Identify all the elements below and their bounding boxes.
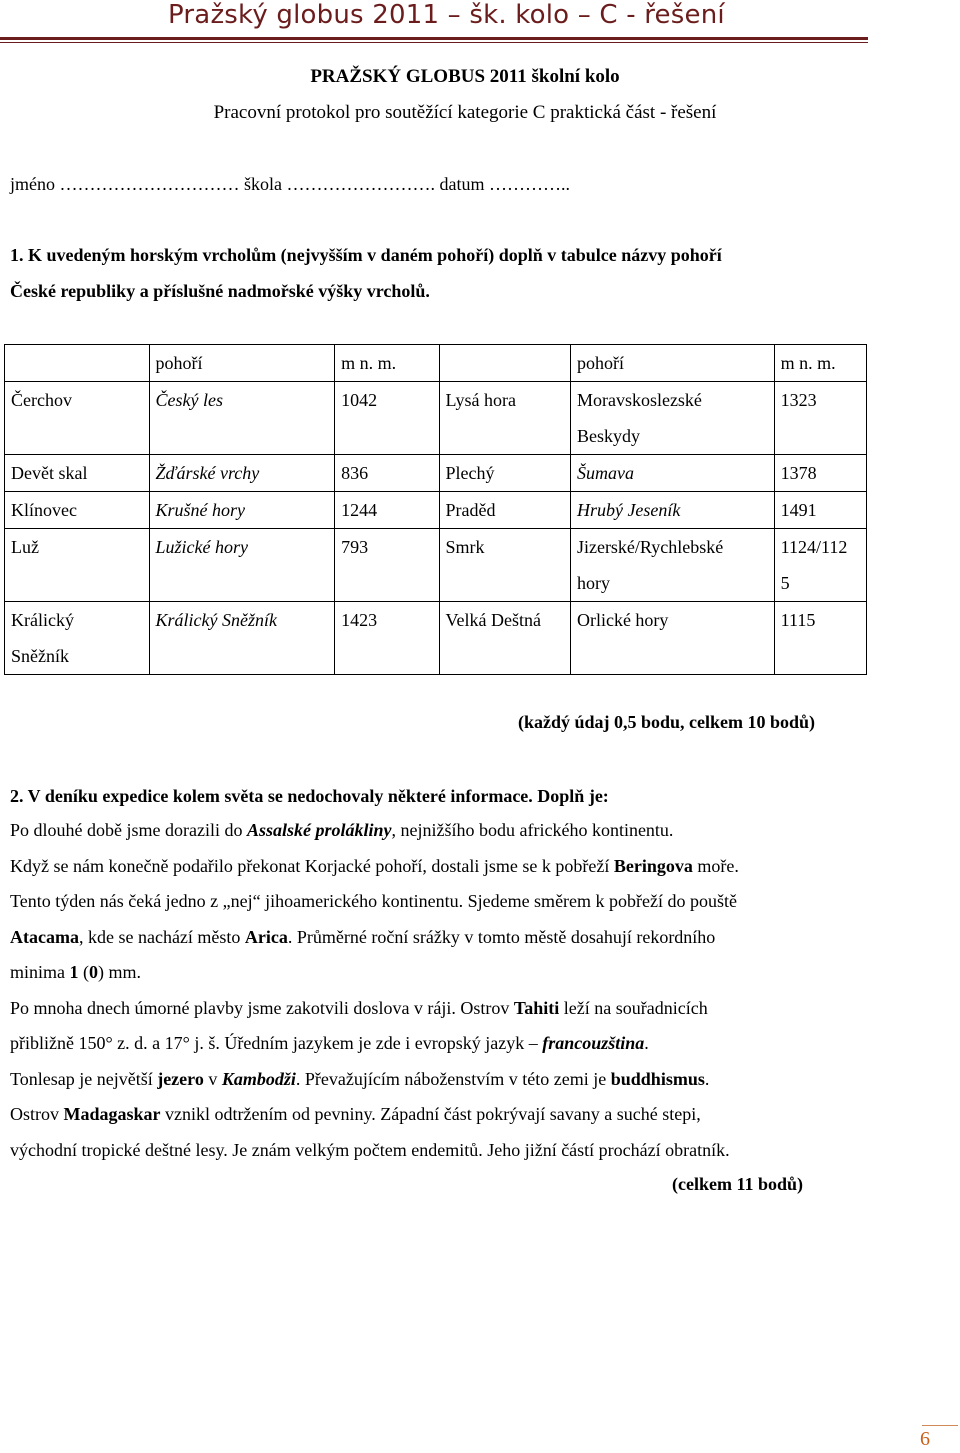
- table-cell: 793: [335, 529, 439, 602]
- table-cell: Čerchov: [5, 382, 150, 455]
- table-cell: Český les: [149, 382, 335, 455]
- table-row: [5, 492, 867, 529]
- table-cell: Králický Sněžník: [5, 602, 150, 675]
- table-cell: Velká Deštná: [439, 602, 570, 675]
- table-cell: 836: [335, 455, 439, 492]
- table-cell: 1423: [335, 602, 439, 675]
- document-subtitle: Pracovní protokol pro soutěžící kategorie C praktická část - řešení: [213, 102, 717, 123]
- header-rule-thin: [0, 42, 868, 43]
- table-cell: Praděd: [439, 492, 570, 529]
- task2-paragraph: přibližně 150° z. d. a 17° j. š. Úředním jazykem je zde i evropský jazyk – francouzština.: [10, 1033, 649, 1053]
- task2-paragraph: východní tropické deštné lesy. Je znám velkým počtem endemitů. Jeho jižní částí prochází obratník.: [10, 1140, 730, 1160]
- table-header-cell: m n. m.: [774, 345, 866, 382]
- table-cell: Orlické hory: [570, 602, 774, 675]
- task2-paragraph: Ostrov Madagaskar vznikl odtržením od pevniny. Západní část pokrývají savany a suché stepi,: [10, 1104, 701, 1124]
- table-header-cell: pohoří: [570, 345, 774, 382]
- table-cell: Smrk: [439, 529, 570, 602]
- table-cell: 1491: [774, 492, 866, 529]
- table-cell: Šumava: [570, 455, 774, 492]
- table-cell: Moravskoslezské Beskydy: [570, 382, 774, 455]
- task2-paragraph: Když se nám konečně podařilo překonat Korjacké pohoří, dostali jsme se k pobřeží Beringova moře.: [10, 856, 739, 876]
- table-header-cell: [5, 345, 150, 382]
- table-cell: Luž: [5, 529, 150, 602]
- table-header-row: [5, 345, 867, 382]
- table-cell: Lysá hora: [439, 382, 570, 455]
- task2-paragraph: Tento týden nás čeká jedno z „nej“ jihoamerického kontinentu. Sjedeme směrem k pobřeží do pouště: [10, 891, 738, 911]
- table-cell: 1244: [335, 492, 439, 529]
- table-cell: 1042: [335, 382, 439, 455]
- table-header-cell: m n. m.: [335, 345, 439, 382]
- table-cell: 1115: [774, 602, 866, 675]
- table-cell: Devět skal: [5, 455, 150, 492]
- name-school-date-fields: jméno ………………………… škola ……………………. datum …………..: [10, 174, 570, 194]
- task2-paragraph: Atacama, kde se nachází město Arica. Průměrné roční srážky v tomto městě dosahují rekordního: [10, 927, 716, 947]
- page-number: 6: [920, 1428, 930, 1450]
- table-cell: Jizerské/Rychlebské hory: [570, 529, 774, 602]
- page-number-rule: [922, 1425, 958, 1426]
- table-cell: Krušné hory: [149, 492, 335, 529]
- task2-paragraph: Po dlouhé době jsme dorazili do Assalské prolákliny, nejnižšího bodu afrického kontinentu.: [10, 820, 674, 840]
- task2-heading: 2. V deníku expedice kolem světa se nedochovaly některé informace. Doplň je:: [10, 786, 609, 806]
- task2-paragraph: minima 1 (0) mm.: [10, 962, 141, 982]
- task1-instruction-line1: 1. K uvedeným horským vrcholům (nejvyšším v daném pohoří) doplň v tabulce názvy pohoří: [10, 245, 722, 265]
- page-header-title: Pražský globus 2011 – šk. kolo – C - řešení: [168, 0, 725, 30]
- table-cell: Plechý: [439, 455, 570, 492]
- table-cell: Žďárské vrchy: [149, 455, 335, 492]
- table-cell: Lužické hory: [149, 529, 335, 602]
- table-row: [5, 455, 867, 492]
- table-cell: Králický Sněžník: [149, 602, 335, 675]
- table-header-cell: [439, 345, 570, 382]
- header-rule: [0, 37, 868, 40]
- document-title: PRAŽSKÝ GLOBUS 2011 školní kolo: [310, 66, 620, 87]
- table-cell: 1323: [774, 382, 866, 455]
- table-cell: 1124/112 5: [774, 529, 866, 602]
- task2-paragraph: Tonlesap je největší jezero v Kambodži. Převažujícím náboženstvím v této zemi je buddhismus.: [10, 1069, 710, 1089]
- table-header-cell: pohoří: [149, 345, 335, 382]
- task2-paragraph: Po mnoha dnech úmorné plavby jsme zakotvili doslova v ráji. Ostrov Tahiti leží na souřadnicích: [10, 998, 708, 1018]
- task2-score-note: (celkem 11 bodů): [672, 1174, 804, 1194]
- table-cell: 1378: [774, 455, 866, 492]
- table-cell: Hrubý Jeseník: [570, 492, 774, 529]
- task1-instruction-line2: České republiky a příslušné nadmořské výšky vrcholů.: [10, 281, 430, 301]
- mountains-table: [4, 344, 867, 675]
- task1-score-note: (každý údaj 0,5 bodu, celkem 10 bodů): [518, 712, 816, 732]
- table-cell: Klínovec: [5, 492, 150, 529]
